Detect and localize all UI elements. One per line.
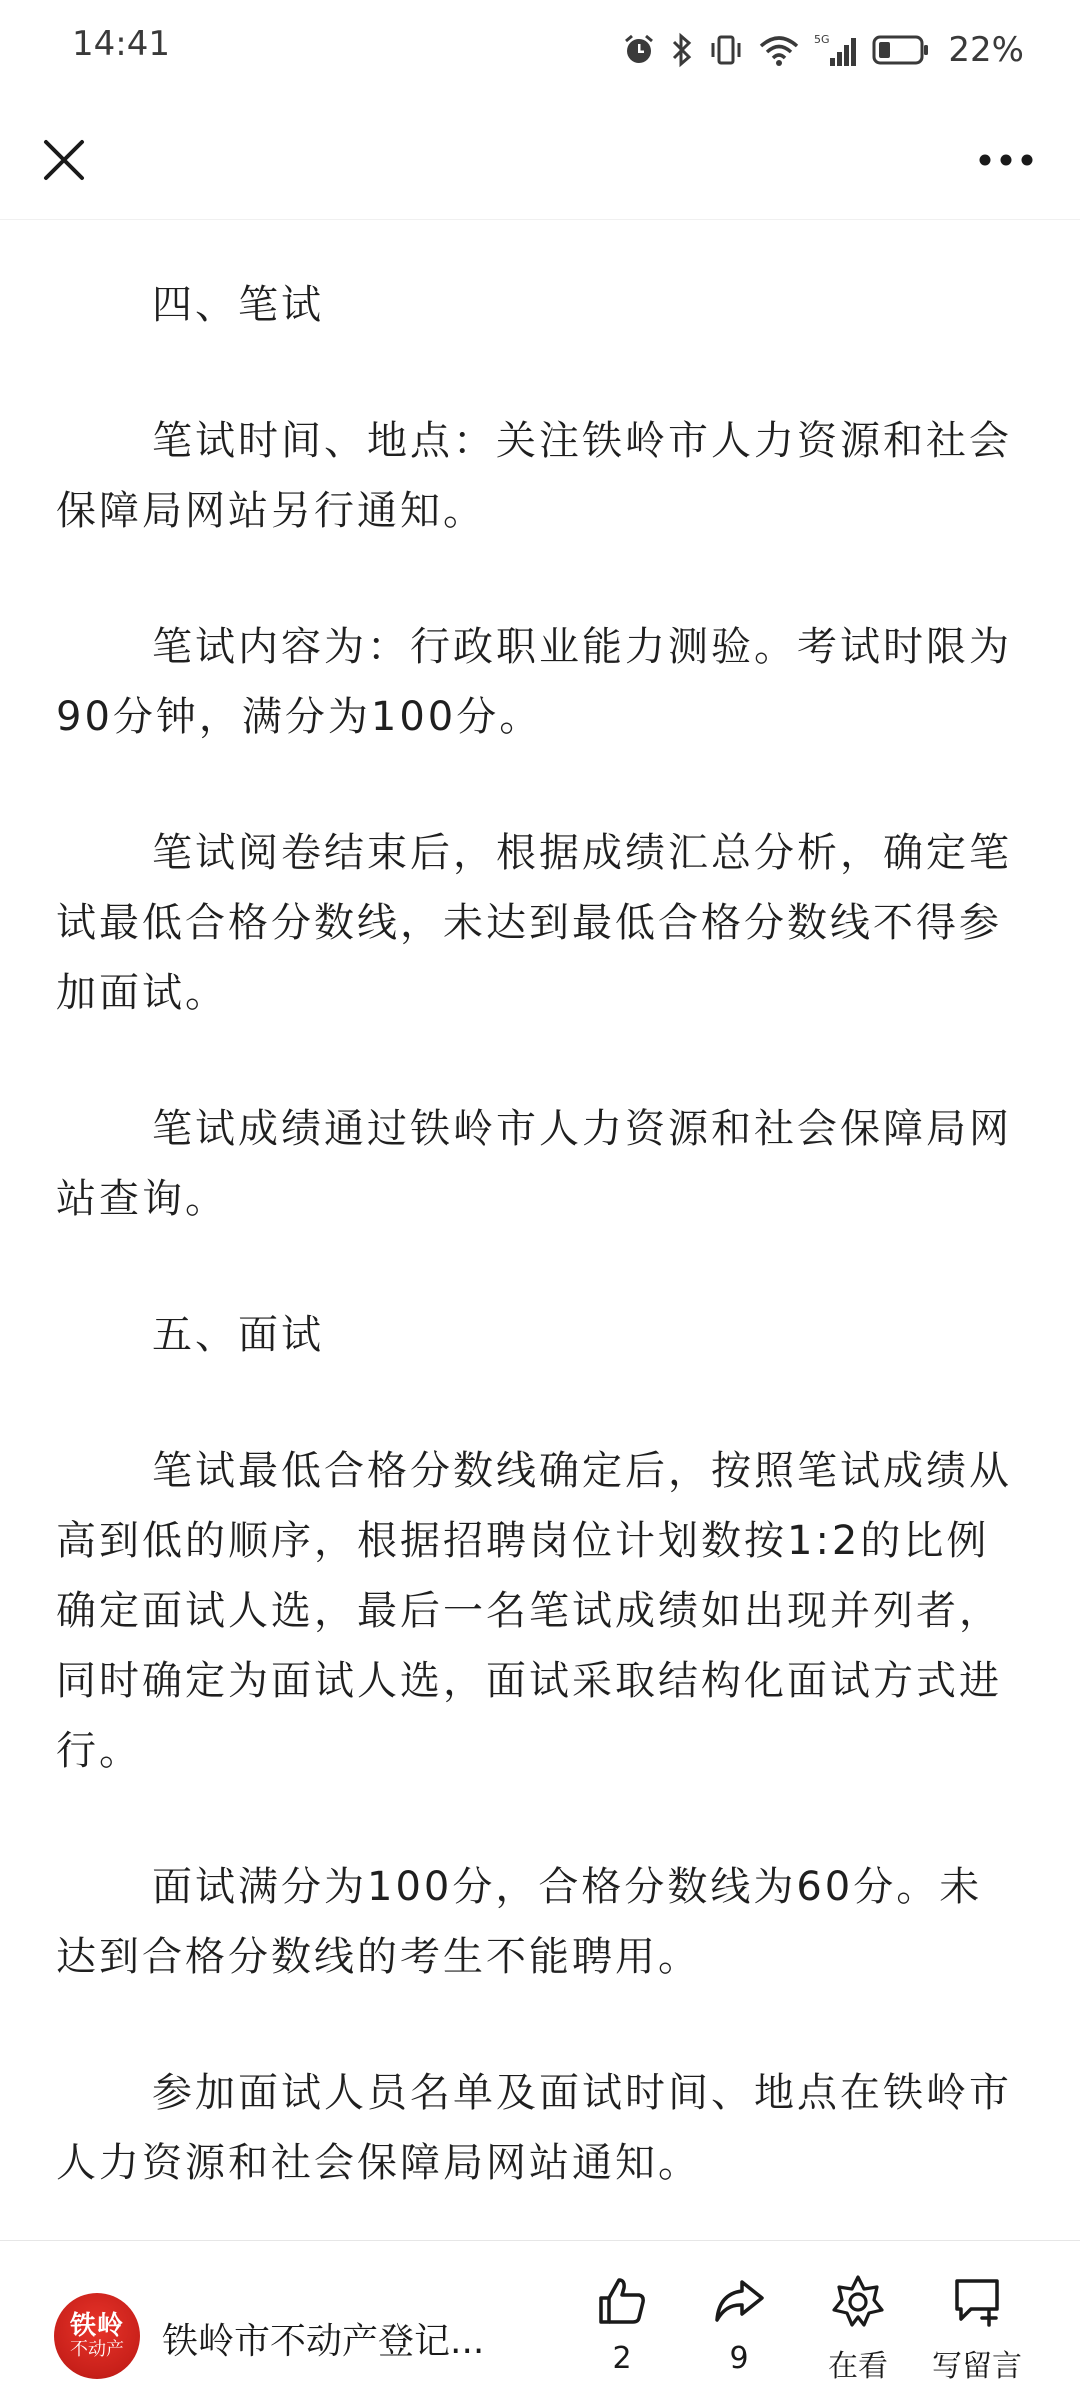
comment-icon <box>947 2271 1007 2331</box>
paragraph-interview-selection: 笔试最低合格分数线确定后，按照笔试成绩从高到低的顺序，根据招聘岗位计划数按1:2的比例确定面试人选，最后一名笔试成绩如出现并列者，同时确定为面试人选，面试采取结构化面试方式进行。 <box>56 1448 1012 1774</box>
paragraph-score-query: 笔试成绩通过铁岭市人力资源和社会保障局网站查询。 <box>56 1106 1012 1222</box>
write-comment-label: 写留言 <box>932 2349 1022 2384</box>
watching-star-icon <box>828 2271 888 2331</box>
share-button[interactable] <box>684 2271 794 2391</box>
battery-icon <box>872 34 930 66</box>
paragraph-interview-notice: 参加面试人员名单及面试时间、地点在铁岭市人力资源和社会保障局网站通知。 <box>56 2070 1012 2186</box>
bottom-action-bar <box>0 2240 1080 2400</box>
alarm-icon <box>622 33 656 67</box>
paragraph-exam-content: 笔试内容为：行政职业能力测验。考试时限为90分钟，满分为100分。 <box>56 624 1012 740</box>
close-button[interactable] <box>24 120 104 200</box>
svg-text:5G: 5G <box>814 33 830 46</box>
paragraph-exam-time-location: 笔试时间、地点：关注铁岭市人力资源和社会保障局网站另行通知。 <box>56 418 1012 534</box>
status-time: 14:41 <box>72 24 170 64</box>
avatar-text-line1: 铁岭 <box>69 2311 124 2341</box>
account-avatar[interactable] <box>54 2293 140 2379</box>
vibrate-icon <box>708 32 744 68</box>
like-count: 2 <box>612 2341 632 2376</box>
status-icons <box>622 22 1024 78</box>
section-heading-interview: 五、面试 <box>152 1312 324 1358</box>
thumbs-up-icon <box>592 2271 652 2331</box>
share-arrow-icon <box>709 2271 769 2331</box>
bluetooth-icon <box>670 32 694 68</box>
battery-percentage: 22% <box>948 30 1024 70</box>
avatar-text-line2: 不动产 <box>70 2339 124 2360</box>
like-button[interactable] <box>567 2271 677 2391</box>
account-name[interactable]: 铁岭市不动产登记... <box>162 2321 485 2362</box>
top-navigation-bar <box>0 100 1080 220</box>
more-options-button[interactable] <box>956 120 1056 200</box>
watching-label: 在看 <box>828 2349 888 2384</box>
more-dots-icon <box>978 153 1034 167</box>
signal-5g-icon <box>814 32 858 68</box>
article-body <box>56 270 1024 2220</box>
write-comment-button[interactable] <box>922 2271 1032 2391</box>
section-heading-written-exam: 四、笔试 <box>152 282 324 328</box>
wifi-icon <box>758 32 800 68</box>
status-bar <box>0 0 1080 100</box>
paragraph-interview-score: 面试满分为100分，合格分数线为60分。未达到合格分数线的考生不能聘用。 <box>56 1864 983 1980</box>
close-icon <box>42 138 86 182</box>
paragraph-passing-line: 笔试阅卷结束后，根据成绩汇总分析，确定笔试最低合格分数线，未达到最低合格分数线不得参加面试。 <box>56 830 1012 1016</box>
share-count: 9 <box>729 2341 749 2376</box>
watching-button[interactable] <box>803 2271 913 2391</box>
